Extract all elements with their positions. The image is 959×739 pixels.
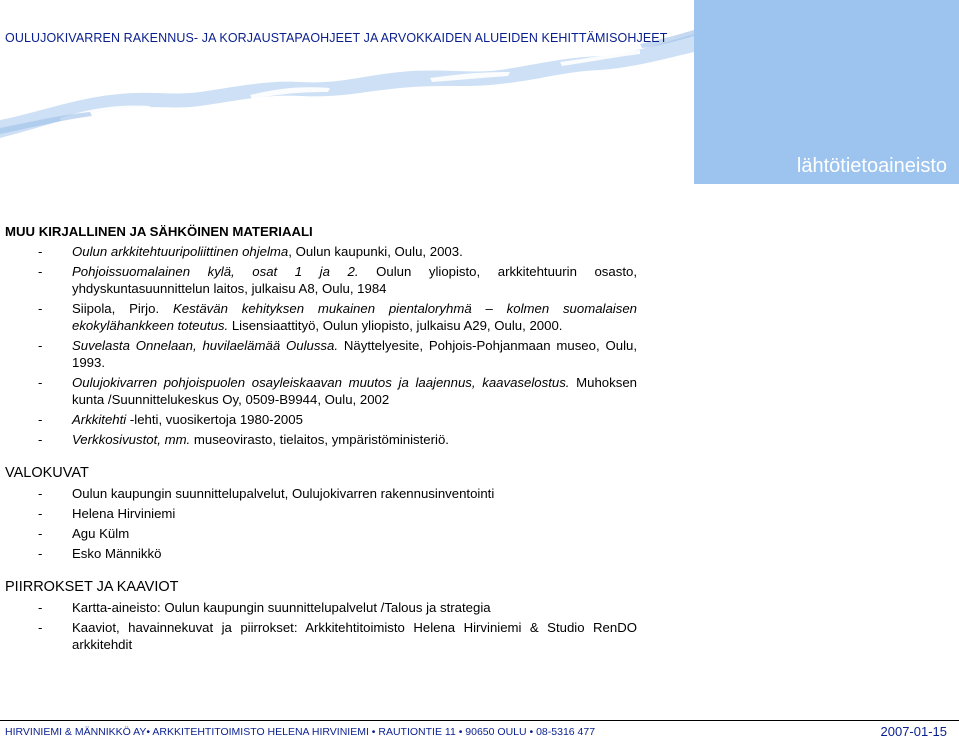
list-item: - Oulun kaupungin suunnittelupalvelut, Oulujokivarren rakennusinventointi bbox=[38, 486, 495, 501]
document-header-title: OULUJOKIVARREN RAKENNUS- JA KORJAUSTAPAOHJEET JA ARVOKKAIDEN ALUEIDEN KEHITTÄMISOHJEET bbox=[5, 31, 668, 45]
footer-text: HIRVINIEMI & MÄNNIKKÖ AY• ARKKITEHTITOIMISTO HELENA HIRVINIEMI • RAUTIONTIE 11 • 90650 OULU • 08-5316 477 bbox=[5, 726, 596, 738]
list-item: - Helena Hirviniemi bbox=[38, 506, 176, 521]
footer-divider bbox=[0, 720, 959, 721]
list-dash: - bbox=[38, 412, 43, 427]
photos-list bbox=[5, 485, 637, 562]
list-dash: - bbox=[38, 620, 43, 635]
section-tag-box bbox=[694, 0, 959, 184]
drawings-list bbox=[5, 599, 637, 653]
list-dash: - bbox=[38, 506, 43, 521]
list-dash: - bbox=[38, 244, 43, 259]
literature-list bbox=[5, 243, 637, 448]
list-item: - Oulun arkkitehtuuripoliittinen ohjelma, Oulun kaupunki, Oulu, 2003. bbox=[38, 244, 463, 259]
list-item: - Siipola, Pirjo. Kestävän kehityksen mukainen pientaloryhmä – kolmen suomalaisen ekokylähankkeen toteutus. Lisensiaattityö, Oulun yliopisto, julkaisu A29, Oulu, 2000. bbox=[38, 301, 637, 333]
list-item: - Arkkitehti -lehti, vuosikertoja 1980-2005 bbox=[38, 412, 303, 427]
list-item: - Verkkosivustot, mm. museovirasto, tielaitos, ympäristöministeriö. bbox=[38, 432, 449, 447]
section-title-drawings: PIIRROKSET JA KAAVIOT bbox=[5, 579, 179, 595]
list-dash: - bbox=[38, 432, 43, 447]
list-dash: - bbox=[38, 301, 43, 316]
footer-date: 2007-01-15 bbox=[880, 724, 947, 739]
document-body bbox=[5, 223, 637, 653]
section-title-photos: VALOKUVAT bbox=[5, 465, 89, 481]
list-dash: - bbox=[38, 526, 43, 541]
list-dash: - bbox=[38, 600, 43, 615]
list-item: - Suvelasta Onnelaan, huvilaelämää Oulussa. Näyttelyesite, Pohjois-Pohjanmaan museo, Oulu, 1993. bbox=[38, 338, 637, 370]
list-item: - Kaaviot, havainnekuvat ja piirrokset: Arkkitehtitoimisto Helena Hirviniemi & Studio RenDO arkkitehdit bbox=[38, 620, 637, 652]
list-item: - Oulujokivarren pohjoispuolen osayleiskaavan muutos ja laajennus, kaavaselostus. Muhoksen kunta /Suunnittelukeskus Oy, 0509-B9944, Oulu, 2002 bbox=[38, 375, 637, 407]
list-dash: - bbox=[38, 338, 43, 353]
list-dash: - bbox=[38, 375, 43, 390]
list-dash: - bbox=[38, 546, 43, 561]
list-item: - Kartta-aineisto: Oulun kaupungin suunnittelupalvelut /Talous ja strategia bbox=[38, 600, 491, 615]
section-tag: lähtötietoaineisto bbox=[796, 155, 947, 177]
list-item: - Pohjoissuomalainen kylä, osat 1 ja 2. Oulun yliopisto, arkkitehtuurin osasto, yhdyskuntasuunnittelun laitos, julkaisu A8, Oulu, 1984 bbox=[38, 264, 637, 296]
list-item: - Esko Männikkö bbox=[38, 546, 162, 561]
river-map-illustration bbox=[0, 0, 694, 150]
section-title-literature: MUU KIRJALLINEN JA SÄHKÖINEN MATERIAALI bbox=[5, 224, 313, 239]
list-dash: - bbox=[38, 486, 43, 501]
list-dash: - bbox=[38, 264, 43, 279]
list-item: - Agu Külm bbox=[38, 526, 130, 541]
